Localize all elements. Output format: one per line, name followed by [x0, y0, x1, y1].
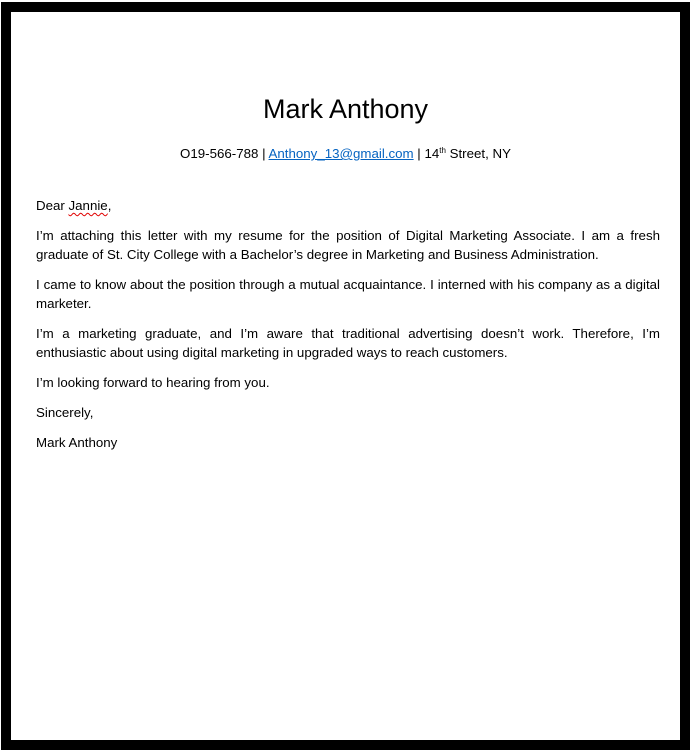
salutation-name-misspelled[interactable]: Jannie [68, 198, 108, 213]
phone-number: O19-566-788 [180, 146, 259, 161]
salutation-suffix: , [107, 198, 112, 213]
address [424, 146, 511, 161]
sender-name-heading: Mark Anthony [262, 94, 429, 124]
separator: | [413, 146, 425, 161]
letter-body [36, 196, 660, 463]
paragraph-1: I’m attaching this letter with my resume for the position of Digital Marketing Associate. I am a fresh graduate of St. City College with a Bachelor’s degree in Marketing and Business Administration. [36, 228, 660, 262]
address-ordinal: th [439, 146, 446, 155]
signature: Mark Anthony [36, 435, 118, 450]
salutation [36, 196, 660, 215]
contact-line [11, 146, 680, 161]
address-number: 14 [424, 146, 440, 161]
email-link[interactable]: Anthony_13@gmail.com [268, 146, 414, 161]
paragraph-4: I’m looking forward to hearing from you. [36, 375, 270, 390]
letter-page [11, 12, 680, 740]
separator: | [258, 146, 269, 161]
closing: Sincerely, [36, 405, 94, 420]
paragraph-2: I came to know about the position through a mutual acquaintance. I interned with his company as a digital marketer. [36, 277, 660, 311]
address-street: Street, NY [445, 146, 511, 161]
page-frame [1, 2, 690, 750]
salutation-prefix: Dear [36, 198, 69, 213]
paragraph-3: I’m a marketing graduate, and I’m aware that traditional advertising doesn’t work. Therefore, I’m enthusiastic about using digital marketing in upgraded ways to reach customers. [36, 326, 660, 360]
